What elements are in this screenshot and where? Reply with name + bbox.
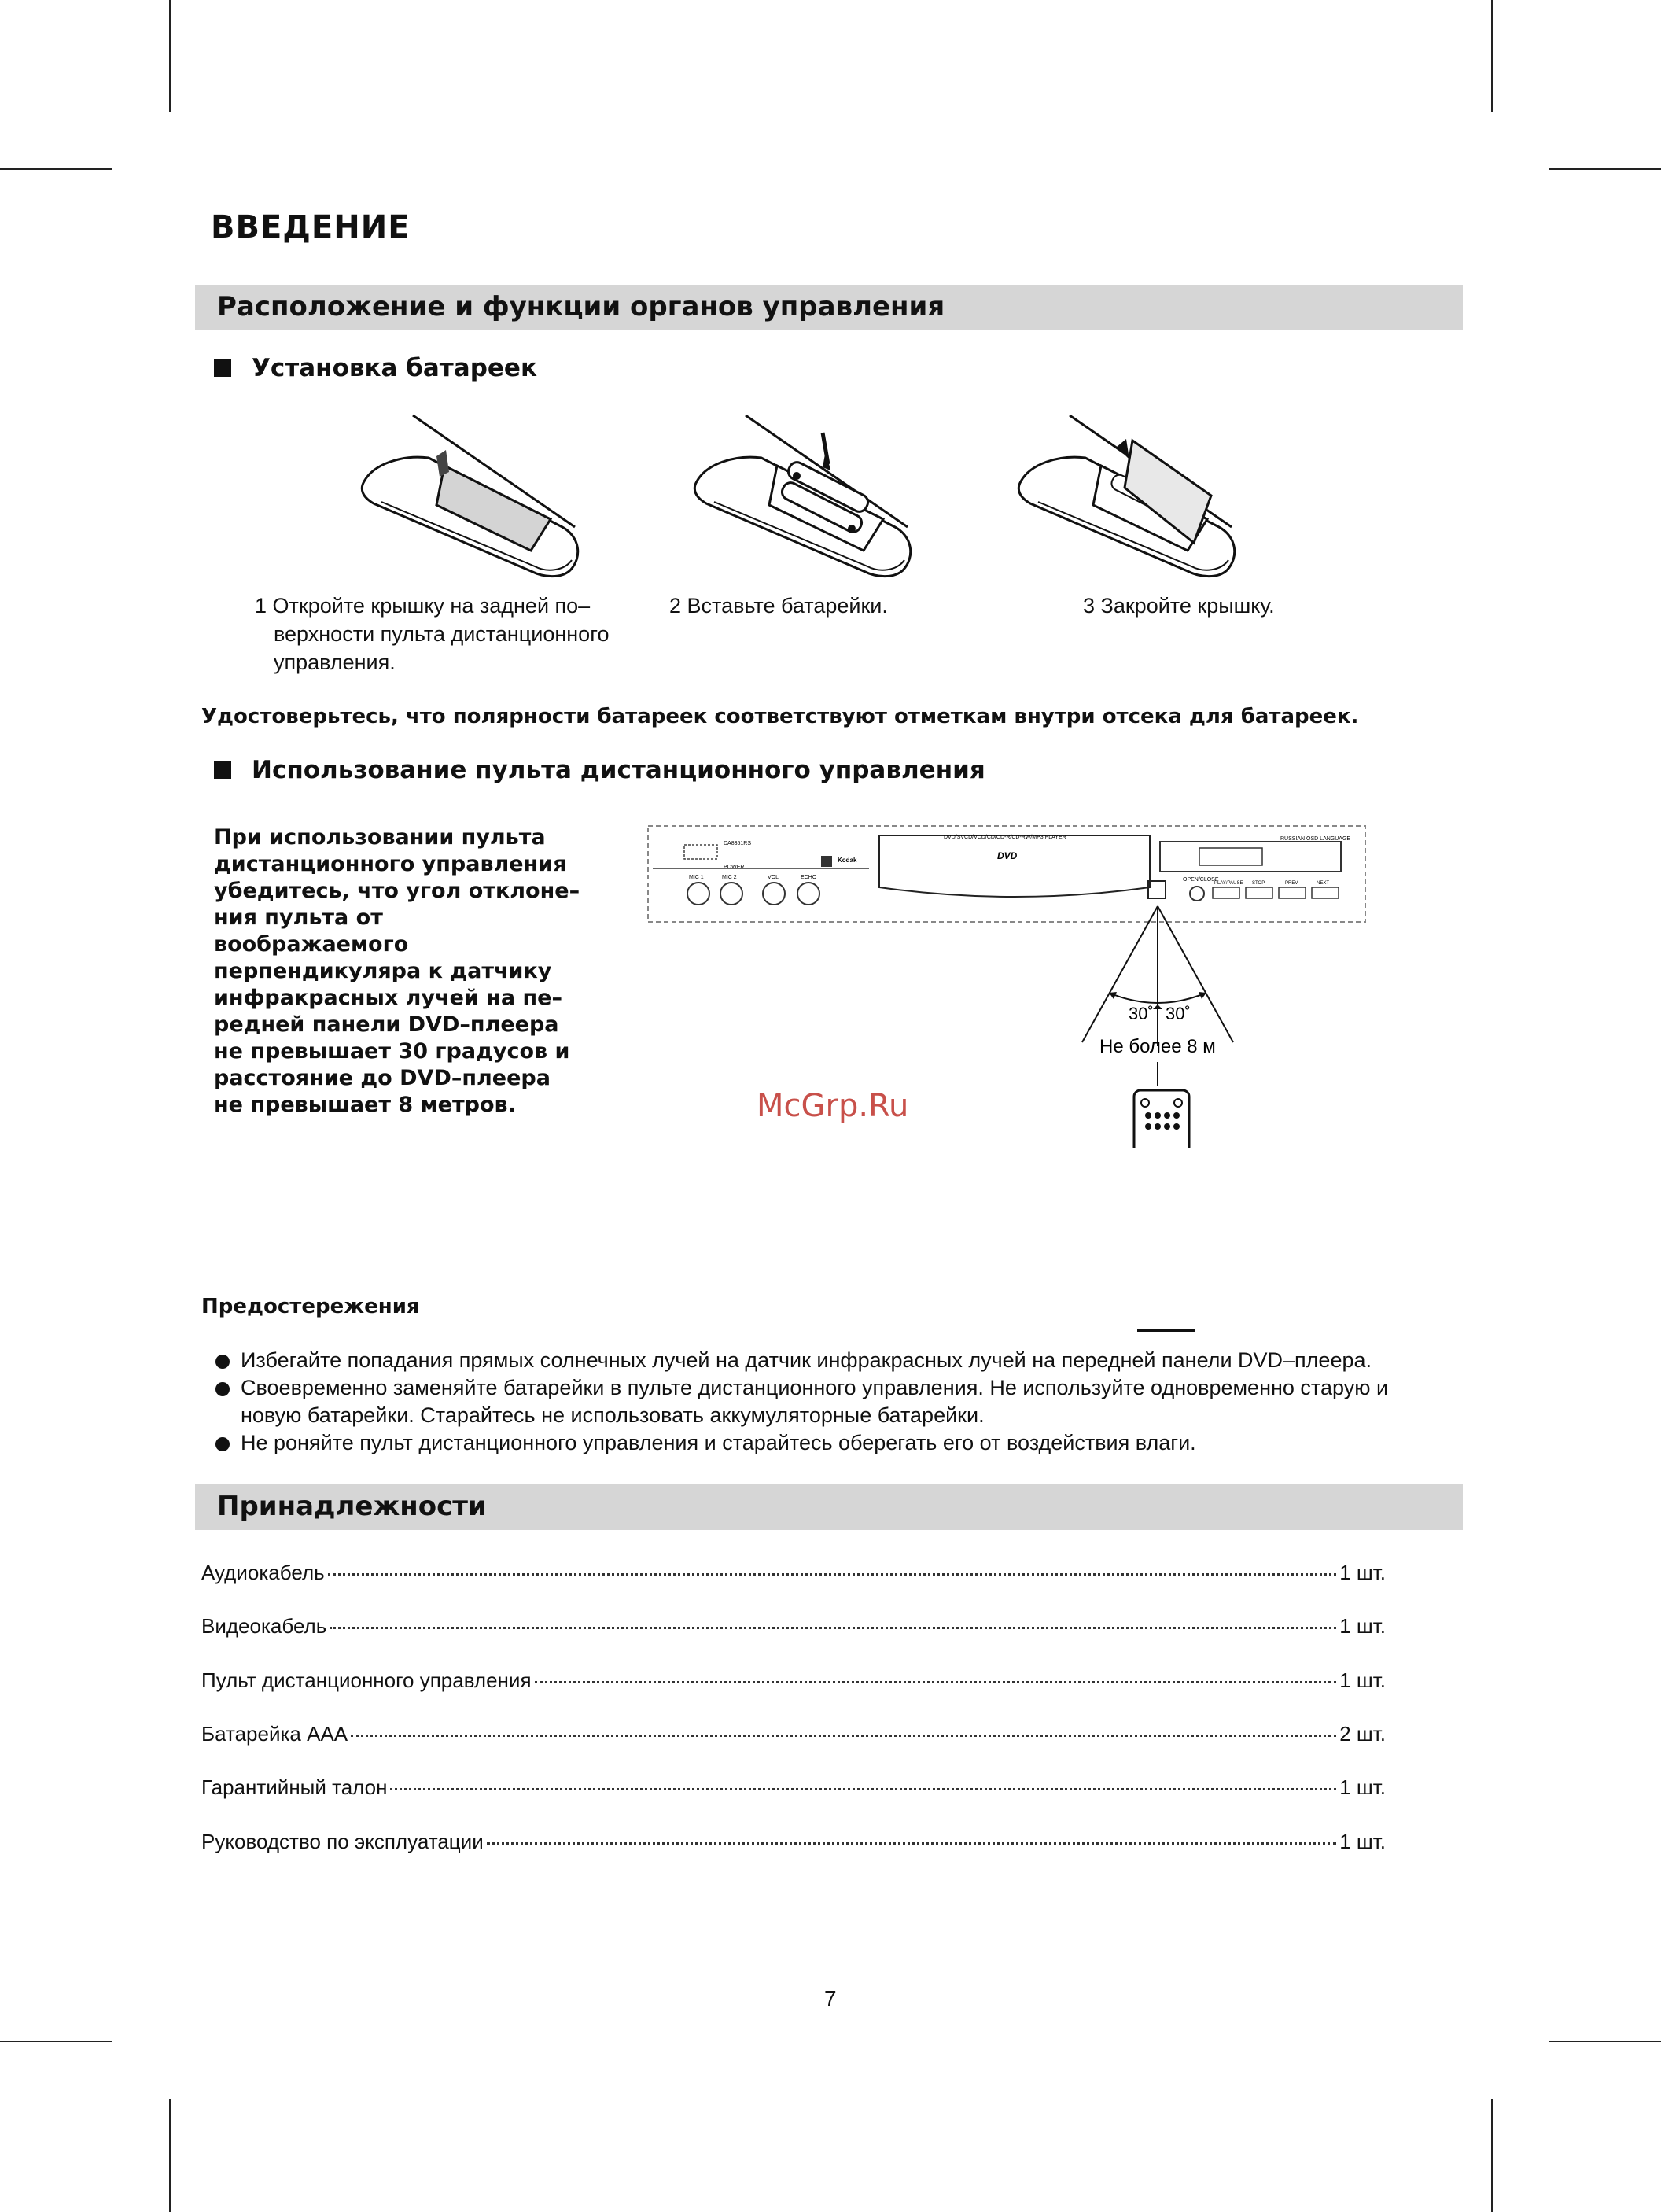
remote-illustration-open [358, 409, 586, 582]
panel-button-label: PREV [1285, 881, 1298, 886]
angle-right-label: 30˚ [1166, 1004, 1191, 1023]
accessory-row [201, 1830, 1386, 1854]
remote-instructions [214, 824, 584, 1119]
panel-button-label: NEXT [1317, 881, 1330, 886]
square-bullet-icon [214, 359, 231, 377]
watermark: McGrp.Ru [757, 1088, 909, 1124]
remote-text-line: редней панели DVD–плеера [214, 1012, 559, 1037]
leader-dots [535, 1681, 1337, 1683]
remote-text-line: расстояние до DVD–плеера [214, 1066, 551, 1090]
polarity-note: Удостоверьтесь, что полярности батареек соответствуют отметкам внутри отсека для батареек. [201, 705, 1359, 728]
leader-dots [487, 1842, 1336, 1845]
crop-mark [1491, 0, 1493, 112]
section-band-controls [195, 285, 1463, 330]
accessory-name: Батарейка AAA [201, 1722, 348, 1746]
accessory-row [201, 1561, 1386, 1585]
accessory-qty: 1 шт. [1339, 1614, 1386, 1638]
caution-item [215, 1347, 1474, 1374]
batteries-heading [214, 354, 537, 382]
accessory-qty: 2 шт. [1339, 1722, 1386, 1746]
remote-text-line: не превышает 8 метров. [214, 1093, 516, 1117]
square-bullet-icon [214, 761, 231, 779]
remote-text-line: убедитесь, что угол отклоне– [214, 879, 580, 903]
cautions-heading: Предостережения [201, 1295, 420, 1318]
section-title-accessories: Принадлежности [217, 1491, 487, 1522]
angle-left-label: 30˚ [1129, 1004, 1154, 1023]
step-number: 1 [255, 594, 267, 618]
step-text: Вставьте батарейки. [687, 594, 888, 618]
model-label: DA8351RS [724, 841, 752, 846]
accessory-qty: 1 шт. [1339, 1775, 1386, 1799]
step-1 [255, 592, 609, 677]
accessory-name: Аудиокабель [201, 1561, 325, 1584]
dvd-logo: DVD [997, 850, 1018, 861]
caution-item [215, 1429, 1474, 1457]
remote-text-line: При использовании пульта [214, 825, 546, 850]
accessory-qty: 1 шт. [1339, 1561, 1386, 1584]
crop-mark [1549, 168, 1661, 170]
accessory-name: Руководство по эксплуатации [201, 1830, 484, 1853]
accessory-row [201, 1614, 1386, 1639]
step-text: Откройте крышку на задней по– [272, 594, 591, 618]
step-text: верхности пульта дистанционного [274, 622, 610, 646]
panel-button-label: STOP [1252, 881, 1265, 886]
accessory-name: Гарантийный талон [201, 1775, 388, 1799]
page-number: 7 [824, 1986, 837, 2011]
accessory-qty: 1 шт. [1339, 1668, 1386, 1692]
remote-text-line: не превышает 30 градусов и [214, 1039, 570, 1064]
step-number: 2 [669, 594, 682, 618]
caution-text: новую батарейки. Старайтесь не использовать аккумуляторные батарейки. [241, 1403, 985, 1427]
remote-text-line: дистанционного управления [214, 852, 567, 876]
step-2 [669, 592, 888, 620]
jack-label: VOL [768, 875, 779, 880]
remote-heading-text: Использование пульта дистанционного управления [252, 756, 985, 784]
power-label: POWER [724, 865, 745, 870]
caution-text: Не роняйте пульт дистанционного управления и старайтесь оберегать его от воздействия влаги. [241, 1431, 1196, 1454]
dvd-panel-diagram [645, 818, 1368, 1148]
crop-mark [0, 2041, 112, 2042]
step-3 [1083, 592, 1275, 620]
step-text: управления. [274, 651, 396, 674]
jack-label: MIC 2 [722, 875, 737, 880]
crop-mark [0, 168, 112, 170]
section-title-controls: Расположение и функции органов управления [217, 291, 945, 323]
leader-dots [330, 1627, 1336, 1629]
remote-text-line: перпендикуляра к датчику [214, 959, 552, 983]
panel-top-label: DVD/SVCD/VCD/CD/CD-R/CD-RW/MP3 PLAYER [944, 835, 1066, 840]
distance-label: Не более 8 м [1099, 1036, 1216, 1057]
leader-dots [328, 1573, 1337, 1576]
page-title: ВВЕДЕНИЕ [211, 209, 411, 245]
caution-item [215, 1374, 1474, 1429]
accessory-name: Видеокабель [201, 1614, 327, 1638]
crop-mark [1549, 2041, 1661, 2042]
accessory-row [201, 1668, 1386, 1693]
step-text: Закройте крышку. [1100, 594, 1275, 618]
accessory-row [201, 1775, 1386, 1800]
panel-right-label: RUSSIAN OSD LANGUAGE [1280, 836, 1351, 842]
caution-text: Своевременно заменяйте батарейки в пульте дистанционного управления. Не используйте одновременно старую и [241, 1376, 1389, 1399]
remote-illustration-close [1015, 409, 1243, 582]
jack-label: ECHO [801, 875, 817, 880]
cautions-list [215, 1347, 1474, 1457]
remote-illustration-insert [691, 409, 919, 582]
accessory-row [201, 1722, 1386, 1746]
accessory-qty: 1 шт. [1339, 1830, 1386, 1853]
panel-button-label: PLAY/PAUSE [1214, 881, 1243, 886]
brand-label: Kodak [838, 857, 857, 864]
leader-dots [390, 1788, 1336, 1790]
divider [1137, 1329, 1195, 1332]
jack-label: MIC 1 [689, 875, 704, 880]
batteries-heading-text: Установка батареек [252, 354, 537, 382]
remote-heading [214, 756, 985, 784]
caution-text: Избегайте попадания прямых солнечных лучей на датчик инфракрасных лучей на передней панели DVD–плеера. [241, 1348, 1372, 1372]
step-number: 3 [1083, 594, 1096, 618]
remote-text-line: инфракрасных лучей на пе– [214, 986, 562, 1010]
accessory-name: Пульт дистанционного управления [201, 1668, 532, 1692]
crop-mark [169, 2099, 171, 2212]
section-band-accessories [195, 1484, 1463, 1530]
leader-dots [351, 1735, 1336, 1737]
panel-button-label: OPEN/CLOSE [1183, 877, 1219, 883]
remote-text-line: ния пульта от воображаемого [214, 905, 409, 957]
crop-mark [169, 0, 171, 112]
crop-mark [1491, 2099, 1493, 2212]
